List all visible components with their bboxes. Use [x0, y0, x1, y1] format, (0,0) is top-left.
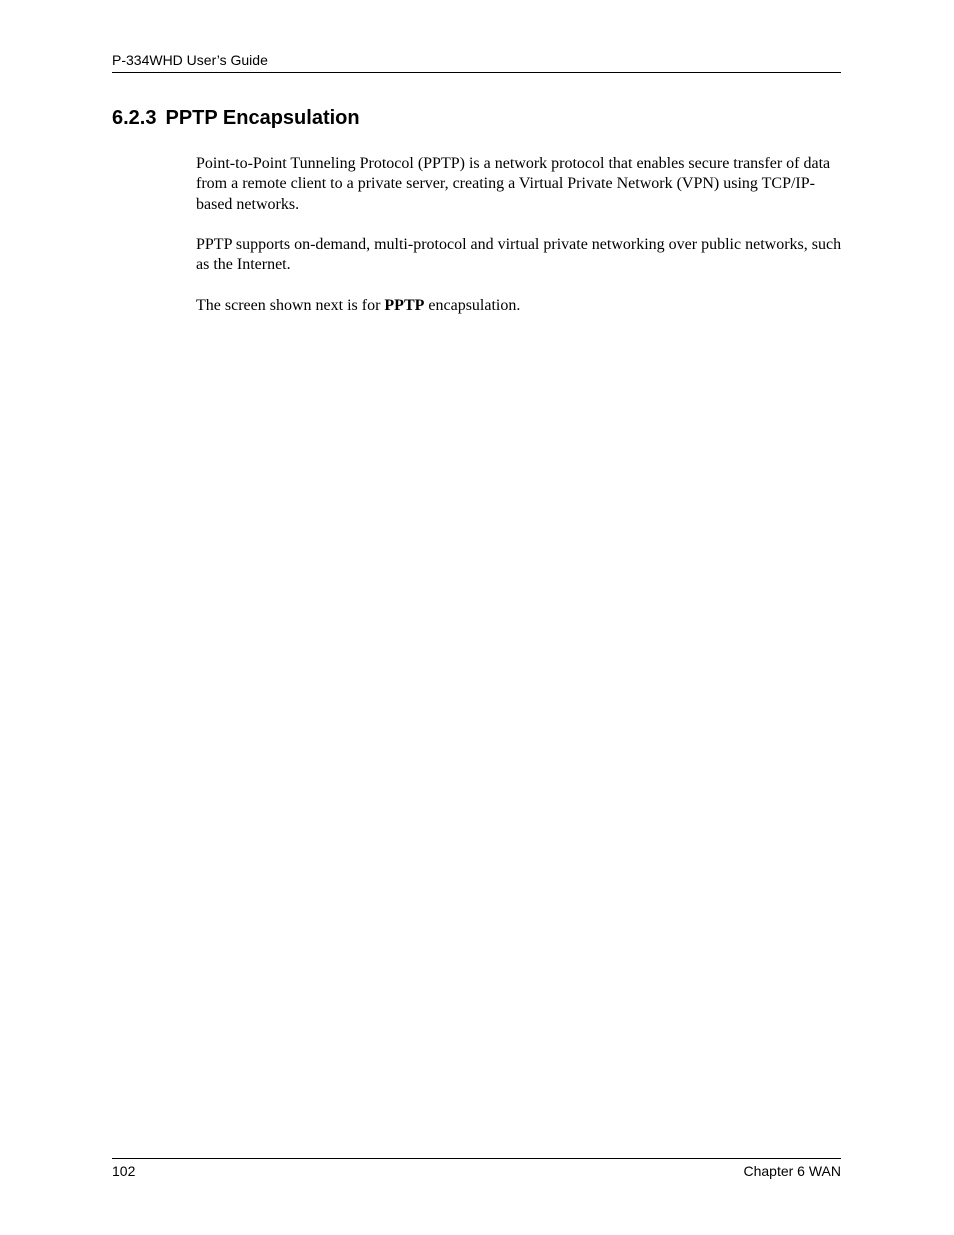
chapter-label: Chapter 6 WAN — [743, 1163, 841, 1179]
section-heading — [112, 106, 360, 130]
page-number: 102 — [112, 1163, 136, 1179]
screen-note-suffix: encapsulation. — [424, 297, 521, 315]
paragraph-pptp-support: PPTP supports on-demand, multi-protocol and virtual private networking over public networks, such as the Internet. — [196, 236, 842, 274]
section-body — [196, 154, 844, 337]
paragraph-pptp-definition: Point-to-Point Tunneling Protocol (PPTP) is a network protocol that enables secure transfer of data from a remote client to a private server, creating a Virtual Private Network (VPN) using TCP/IP-based networks. — [196, 155, 831, 213]
section-number: 6.2.3 — [112, 107, 157, 129]
page-footer — [112, 1158, 841, 1181]
screen-note-prefix: The screen shown next is for — [196, 297, 385, 315]
screen-note-bold: PPTP — [384, 297, 425, 315]
page-header — [112, 52, 841, 73]
paragraph-screen-note — [196, 296, 844, 316]
section-title: PPTP Encapsulation — [165, 107, 360, 129]
guide-title: P-334WHD User’s Guide — [112, 52, 268, 68]
